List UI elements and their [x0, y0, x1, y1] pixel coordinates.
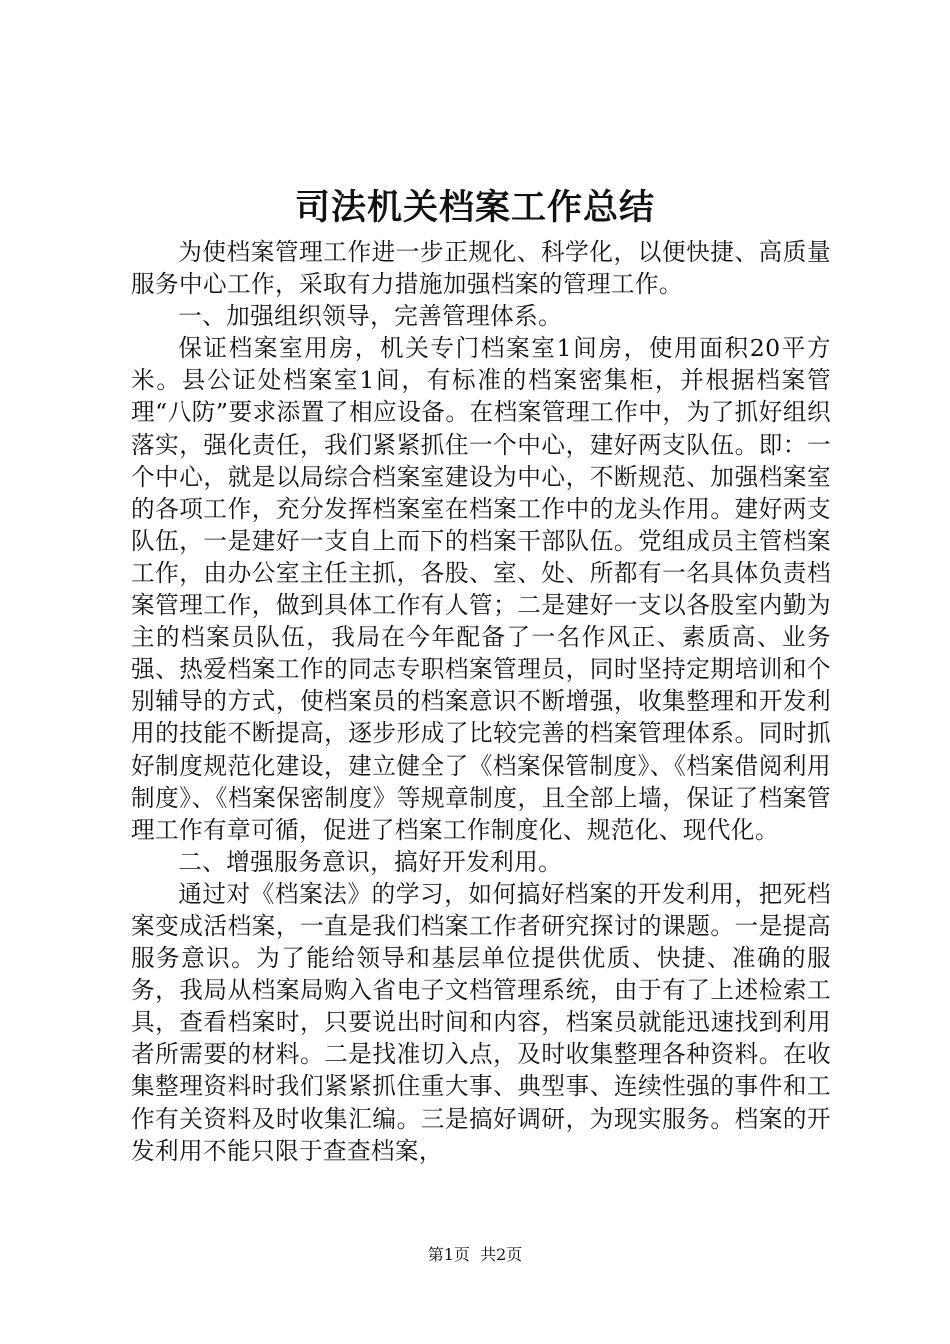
- document-body: [131, 236, 831, 1167]
- paragraph-section-1: 保证档案室用房，机关专门档案室1间房，使用面积20平方米。县公证处档案室1间，有标准的档案密集柜，并根据档案管理“八防”要求添置了相应设备。在档案管理工作中，为了抓好组织落实，强化责任，我们紧紧抓住一个中心，建好两支队伍。即：一个中心，就是以局综合档案室建设为中心，不断规范、加强档案室的各项工作，充分发挥档案室在档案工作中的龙头作用。建好两支队伍，一是建好一支自上而下的档案干部队伍。党组成员主管档案工作，由办公室主任主抓，各股、室、处、所都有一名具体负责档案管理工作，做到具体工作有人管；二是建好一支以各股室内勤为主的档案员队伍，我局在今年配备了一名作风正、素质高、业务强、热爱档案工作的同志专职档案管理员，同时坚持定期培训和个别辅导的方式，使档案员的档案意识不断增强，收集整理和开发利用的技能不断提高，逐步形成了比较完善的档案管理体系。同时抓好制度规范化建设，建立健全了《档案保管制度》、《档案借阅利用制度》、《档案保密制度》等规章制度，且全部上墙，保证了档案管理工作有章可循，促进了档案工作制度化、规范化、现代化。: [131, 334, 831, 844]
- section-heading-1: 一、加强组织领导，完善管理体系。: [178, 302, 563, 331]
- page-total: 共2页: [480, 1245, 523, 1264]
- page-footer: [0, 1244, 950, 1266]
- page-number: 第1页: [427, 1245, 470, 1264]
- paragraph-intro: 为使档案管理工作进一步正规化、科学化，以便快捷、高质量服务中心工作，采取有力措施加强档案的管理工作。: [131, 238, 831, 299]
- document-title: 司法机关档案工作总结: [294, 187, 655, 228]
- section-heading-2: 二、增强服务意识，搞好开发利用。: [178, 847, 563, 876]
- paragraph-section-2: 通过对《档案法》的学习，如何搞好档案的开发利用，把死档案变成活档案，一直是我们档案工作者研究探讨的课题。一是提高服务意识。为了能给领导和基层单位提供优质、快捷、准确的服务，我局从档案局购入省电子文档管理系统，由于有了上述检索工具，查看档案时，只要说出时间和内容，档案员就能迅速找到利用者所需要的材料。二是找准切入点，及时收集整理各种资料。在收集整理资料时我们紧紧抓住重大事、典型事、连续性强的事件和工作有关资料及时收集汇编。三是搞好调研，为现实服务。档案的开发利用不能只限于查查档案，: [131, 879, 831, 1165]
